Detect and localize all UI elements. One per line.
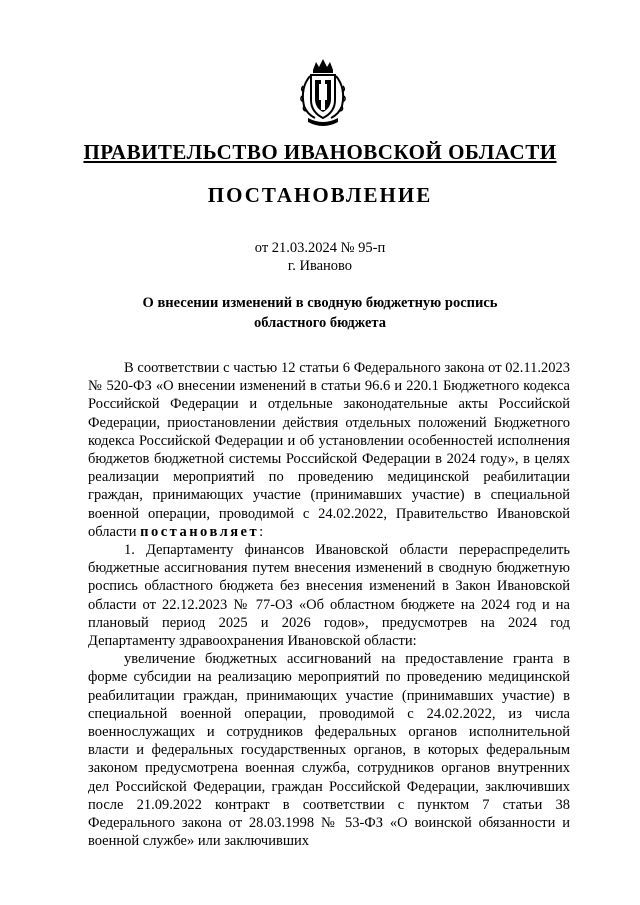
city: г. Иваново: [287, 258, 353, 274]
paragraph-preamble: [88, 359, 570, 541]
date-number: от 21.03.2024 № 95-п: [254, 240, 386, 256]
document-subject: [0, 293, 640, 333]
decree-word: постановляет: [140, 523, 260, 540]
document-type: ПОСТАНОВЛЕНИЕ: [207, 183, 433, 207]
paragraph-allocation: увеличение бюджетных ассигнований на предоставление гранта в форме субсидии на реализацию мероприятий по проведению медицинской реабилитации граждан, принимающих участие (принимавших участие) в специальной военной операции, проводимой с 24.02.2022, из числа военнослужащих и сотрудников федеральных органов исполнительной власти и федеральных государственных органов, в которых федеральным законом предусмотрена военная служба, сотрудников органов внутренних дел Российской Федерации, граждан Российской Федерации, заключивших после 21.09.2022 контракт в соответствии с пунктом 7 статьи 38 Федерального закона от 28.03.1998 № 53-ФЗ «О воинской обязанности и военной службе» или заключивших: [88, 651, 570, 850]
preamble-text: В соответствии с частью 12 статьи 6 Федерального закона от 02.11.2023 № 520-ФЗ «О внесении изменений в статьи 96.6 и 220.1 Бюджетного кодекса Российской Федерации и отдельные законодательные акты Российской Федерации, приостановлении действия отдельных положений Бюджетного кодекса Российской Федерации и об установлении особенностей исполнения бюджетов бюджетной системы Российской Федерации в 2024 году», в целях реализации мероприятий по проведению медицинской реабилитации граждан, принимающих участие (принимавших участие) в специальной военной операции, проводимой с 24.02.2022, Правительство Ивановской области: [88, 360, 570, 540]
decree-colon: :: [259, 523, 264, 540]
paragraph-item-1: 1. Департаменту финансов Ивановской области перераспределить бюджетные ассигнования путем внесения изменений в сводную бюджетную роспись областного бюджета без внесения изменений в Закон Ивановской области от 22.12.2023 № 77-ОЗ «Об областном бюджете на 2024 год и на плановый период 2025 и 2026 годов», предусмотрев на 2024 год Департаменту здравоохранения Ивановской области:: [88, 542, 570, 650]
document-body: [88, 359, 570, 850]
subject-line-2: областного бюджета: [254, 315, 386, 331]
government-title: ПРАВИТЕЛЬСТВО ИВАНОВСКОЙ ОБЛАСТИ: [83, 140, 557, 164]
subject-line-1: О внесении изменений в сводную бюджетную роспись: [142, 295, 498, 311]
coat-of-arms-icon: [298, 56, 348, 126]
